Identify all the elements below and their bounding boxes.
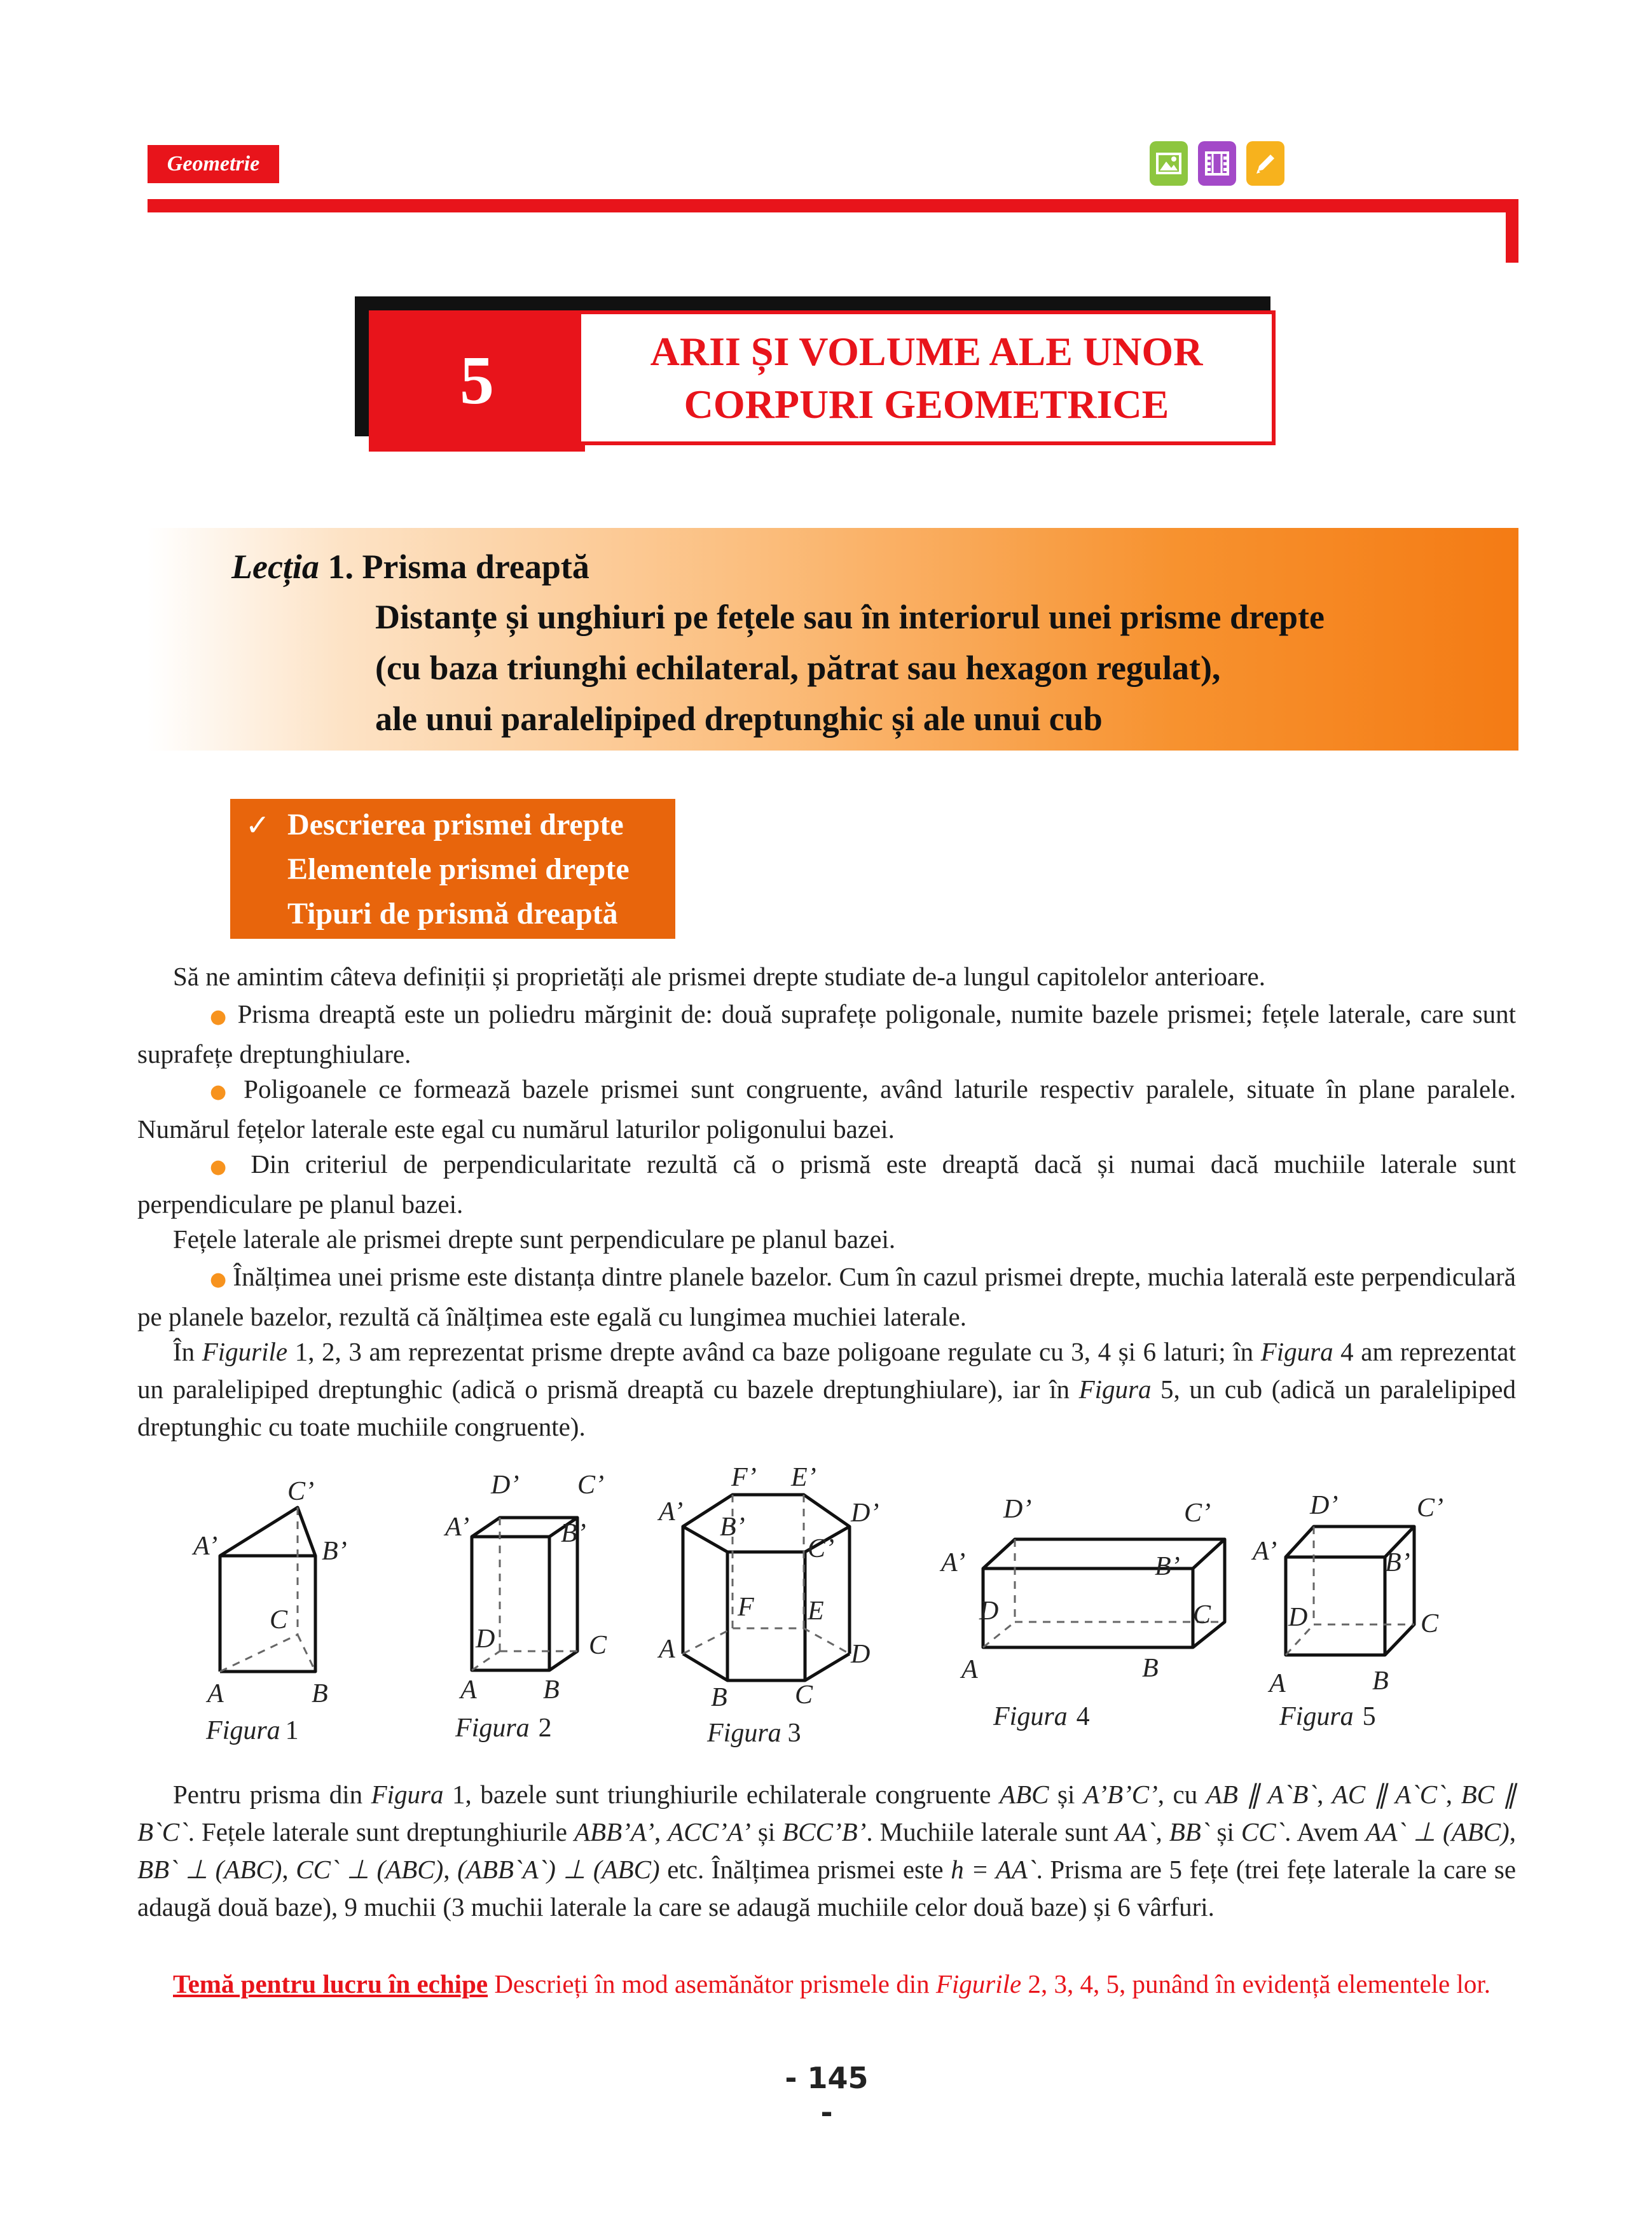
vertex-label: A [1269,1669,1286,1698]
vertex-label: A [460,1675,477,1705]
vertex-label: C [589,1631,607,1660]
vertex-label: C’ [1184,1499,1211,1528]
vertex-label: B [543,1675,560,1705]
vertex-label: A’ [445,1513,470,1542]
topic-item: Tipuri de prismă dreaptă [287,897,618,931]
vertex-label: B’ [322,1537,347,1566]
figure-3-hexagonal-prism [683,1495,850,1680]
figure-caption: Figura 2 [455,1714,552,1743]
vertex-label: E’ [791,1463,816,1492]
figure-caption: Figura 5 [1279,1702,1376,1731]
vertex-label: A’ [941,1548,966,1577]
lesson-label: Lecția [231,548,319,586]
topic-item: Elementele prismei drepte [287,852,630,886]
lesson-subtitle-line1: Distanțe și unghiuri pe fețele sau în interiorul unei prisme drepte [375,598,1325,636]
bullet-icon: ● [210,1081,232,1103]
section-tag: Geometrie [148,145,279,183]
vertex-label: D’ [851,1499,879,1528]
vertex-label: C [1193,1600,1211,1630]
vertex-label: B [711,1683,727,1712]
vertex-label: B’ [561,1519,586,1548]
vertex-label: B [312,1679,328,1708]
vertex-label: C’ [808,1534,834,1563]
chapter-title-line2: CORPURI GEOMETRICE [684,382,1169,427]
vertex-label: D [1288,1603,1308,1632]
bullet-icon: ● [210,1006,229,1028]
figure-4-cuboid [983,1539,1225,1647]
vertex-label: B [1142,1654,1159,1683]
figure-caption: Figura 3 [707,1719,801,1748]
bullet-text: Prisma dreaptă este un poliedru mărginit de: două suprafețe poligonale, numite bazele prismei; fețele laterale, care sunt suprafețe dreptunghiulare. [137,999,1516,1069]
vertex-label: C [1421,1609,1439,1638]
page-number: - 145 - [785,2061,869,2129]
vertex-label: D’ [1003,1495,1032,1524]
vertex-label: D [851,1640,871,1669]
figure-1-triangular-prism [220,1507,315,1672]
vertex-label: A’ [1253,1537,1277,1566]
vertex-label: B [1372,1666,1389,1696]
vertex-label: D [476,1624,495,1654]
figures-paragraph: În Figurile 1, 2, 3 am reprezentat prisme drepte având ca baze poligoane regulate cu 3, 4 și 6 laturi; în Figura 4 am reprezentat un paralelipiped dreptunghic (adică o prismă dreaptă cu bazele dreptunghiulare), iar în Figura 5, un cub (adică un paralelipiped dreptunghic cu toate muchiile congruente). [137,1337,1517,1441]
vertex-label: C’ [577,1471,604,1500]
chapter-title-line1: ARII ȘI VOLUME ALE UNOR [650,328,1203,374]
vertex-label: C [795,1680,813,1710]
lesson-subtitle-line3: ale unui paralelipiped dreptunghic și ale unui cub [375,700,1103,738]
vertex-label: C [270,1605,288,1635]
bullet-icon: ● [210,1268,227,1291]
bullet-icon: ● [210,1156,236,1178]
team-task-label: Temă pentru lucru în echipe [173,1969,488,1998]
vertex-label: D [979,1596,999,1626]
vertex-label: A’ [193,1532,218,1561]
figure-caption: Figura 4 [993,1702,1090,1731]
vertex-label: A [207,1679,224,1708]
lateral-faces-line: Fețele laterale ale prismei drepte sunt perpendiculare pe planul bazei. [173,1224,896,1254]
checkmark-icon: ✓ [245,808,270,842]
figure-5-cube [1286,1527,1414,1655]
vertex-label: D’ [491,1471,520,1500]
intro-paragraph: Să ne amintim câteva definiții și proprietăți ale prismei drepte studiate de-a lungul capitolelor anterioare. [173,962,1265,991]
topic-item: Descrierea prismei drepte [287,808,624,841]
bullet-text: Poligoanele ce formează bazele prismei sunt congruente, având laturile respectiv paralele, situate în plane paralele. Numărul fețelor laterale este egal cu numărul laturilor poligonului bazei. [137,1074,1517,1144]
team-task: Temă pentru lucru în echipe Descrieți în mod asemănător prismele din Figurile 2, 3, 4, 5, punând în evidență elementele lor. [173,1969,1491,1998]
vertex-label: E [808,1596,824,1626]
figure-caption: Figura 1 [206,1716,299,1745]
vertex-label: B’ [720,1513,745,1542]
vertex-label: A’ [659,1497,684,1527]
vertex-label: A [961,1655,978,1684]
vertex-label: A [659,1635,675,1664]
vertex-label: F’ [731,1463,757,1492]
vertex-label: C’ [287,1477,314,1506]
lesson-name: 1. Prisma dreaptă [327,548,589,586]
vertex-label: D’ [1310,1491,1339,1520]
chapter-number: 5 [369,310,585,452]
lesson-subtitle-line2: (cu baza triunghi echilateral, pătrat sau hexagon regulat), [375,649,1221,687]
vertex-label: B’ [1155,1552,1180,1581]
vertex-label: F [738,1593,754,1622]
bullet-text: Din criteriul de perpendicularitate rezultă că o prismă este dreaptă dacă și numai dacă muchiile laterale sunt perpendiculare pe planul bazei. [137,1149,1517,1219]
vertex-label: C’ [1417,1493,1443,1523]
bullet-text: Înălțimea unei prisme este distanța dintre planele bazelor. Cum în cazul prismei drepte, muchia laterală este perpendiculară pe planele bazelor, rezultă că înălțimea este egală cu lungimea muchiei laterale. [137,1262,1516,1331]
prism-description-paragraph: Pentru prisma din Figura 1, bazele sunt triunghiurile echilaterale congruente ABC și A’B’C’, cu AB ∥ A`B`, AC ∥ A`C`, BC ∥ B`C`. Fețele laterale sunt dreptunghiurile ABB’A’, ACC’A’ și BCC’B’. Muchiile laterale sunt AA`, BB` și CC`. Avem AA` ⊥ (ABC), BB` ⊥ (ABC), CC` ⊥ (ABC), (ABB`A`) ⊥ (ABC) etc. Înălțimea prismei este h = AA`. Prisma are 5 fețe (trei fețe laterale la care se adaugă două baze), 9 muchii (3 muchii laterale la care se adaugă muchiile celor două baze) și 6 vârfuri. [137,1780,1517,1922]
vertex-label: B’ [1385,1548,1410,1577]
